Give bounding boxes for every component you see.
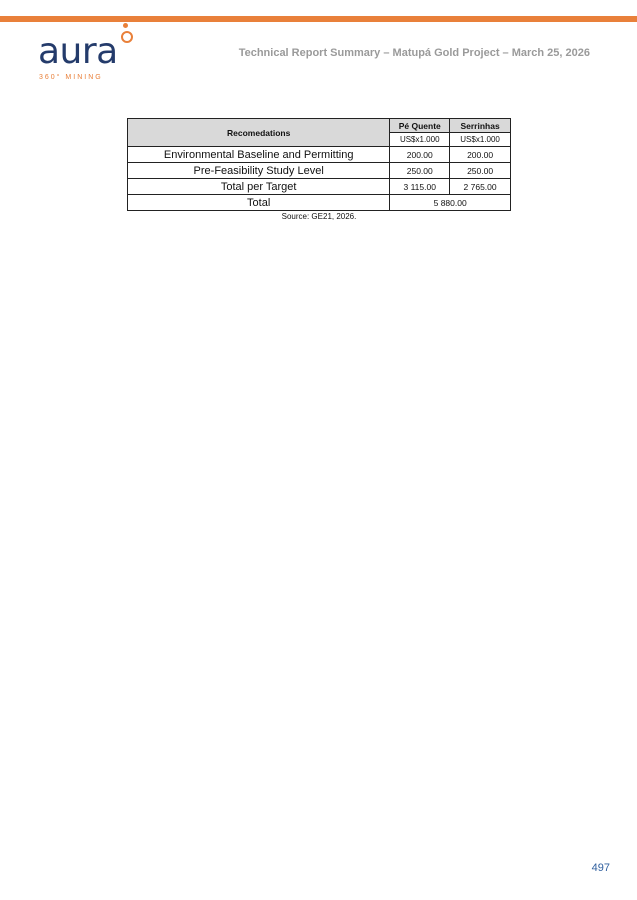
logo-wordmark: aura (38, 31, 118, 72)
recommendations-header: Recomedations (128, 119, 390, 147)
row-label: Total per Target (128, 179, 390, 195)
page-number: 497 (591, 862, 610, 874)
total-value: 5 880.00 (390, 195, 511, 211)
unit-cell: US$x1.000 (450, 133, 511, 147)
value-cell: 200.00 (450, 147, 511, 163)
row-label: Pre-Feasibility Study Level (128, 163, 390, 179)
column-header-serrinhas: Serrinhas (450, 119, 511, 133)
recommendations-table (127, 118, 511, 211)
unit-cell: US$x1.000 (390, 133, 450, 147)
table-header-row (128, 119, 511, 133)
value-cell: 250.00 (450, 163, 511, 179)
table-source-caption: Source: GE21, 2026. (281, 212, 357, 221)
value-cell: 250.00 (390, 163, 450, 179)
logo-tagline: 360° MINING (39, 74, 103, 81)
table-row (128, 179, 511, 195)
value-cell: 2 765.00 (450, 179, 511, 195)
logo-ring-icon (121, 31, 133, 43)
table-total-row (128, 195, 511, 211)
table-row (128, 147, 511, 163)
table-row (128, 163, 511, 179)
aura-logo (38, 24, 148, 86)
report-header-title: Technical Report Summary – Matupá Gold Project – March 25, 2026 (238, 47, 590, 59)
column-header-pe-quente: Pé Quente (390, 119, 450, 133)
value-cell: 3 115.00 (390, 179, 450, 195)
row-label: Environmental Baseline and Permitting (128, 147, 390, 163)
total-label: Total (128, 195, 390, 211)
logo-dot-icon (123, 23, 128, 28)
header-accent-bar (0, 16, 637, 22)
value-cell: 200.00 (390, 147, 450, 163)
